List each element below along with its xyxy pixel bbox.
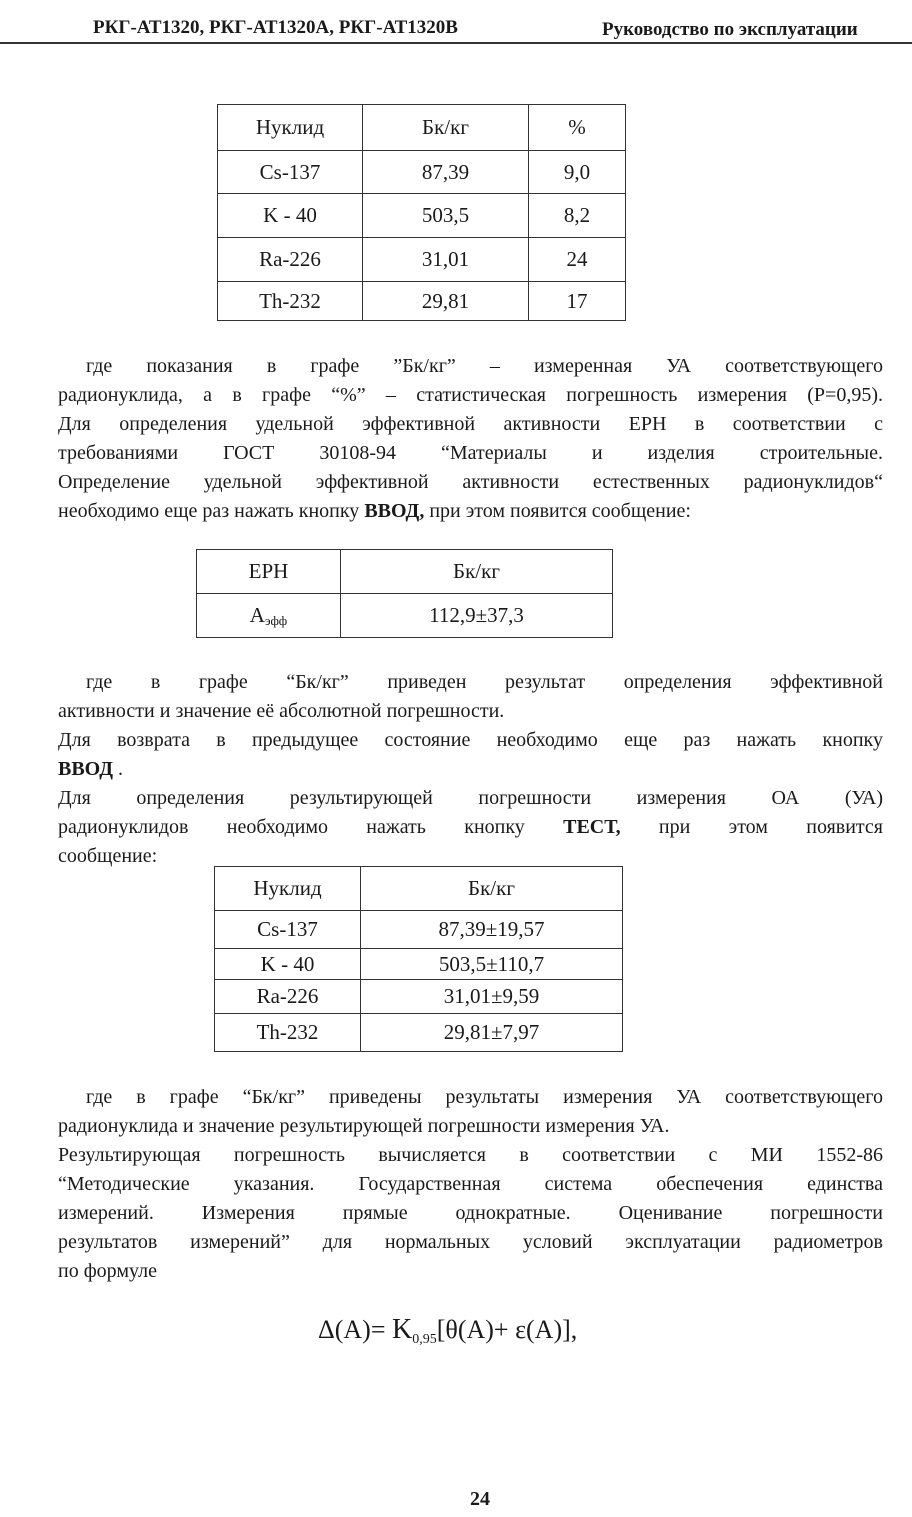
text-line: радионуклида и значение результирующей погрешности измерения УА. — [58, 1115, 670, 1137]
text-line: сообщение: — [58, 845, 158, 867]
text-line: измерений. Измерения прямые однократные. Оценивание погрешности — [58, 1202, 883, 1224]
text-line: Определение удельной эффективной активности естественных радионуклидов“ — [58, 471, 883, 493]
text-line: Для возврата в предыдущее состояние необходимо еще раз нажать кнопку — [58, 729, 883, 751]
activity-cell: 29,81±7,97 — [361, 1014, 623, 1052]
column-header: ЕРН — [197, 550, 341, 594]
column-header: Бк/кг — [363, 105, 529, 151]
text-line: где в графе “Бк/кг” приведены результаты измерения УА соответствующего — [86, 1086, 883, 1108]
nuclide-cell: Cs-137 — [218, 151, 363, 194]
effective-activity-table — [196, 549, 613, 638]
error-cell: 9,0 — [529, 151, 626, 194]
table-row — [218, 238, 626, 282]
effective-activity-value: 112,9±37,3 — [341, 594, 613, 638]
nuclide-cell: Th-232 — [215, 1014, 361, 1052]
error-cell: 8,2 — [529, 194, 626, 238]
text-line: “Методические указания. Государственная система обеспечения единства — [58, 1173, 883, 1195]
enter-key-name: ВВОД, — [364, 500, 425, 522]
paragraph-uncertainty-explanation — [58, 352, 883, 526]
nuclide-activity-table — [217, 104, 626, 321]
text-line: результатов измерений” для нормальных условий эксплуатации радиометров — [58, 1231, 883, 1253]
nuclide-cell: Ra-226 — [218, 238, 363, 282]
text-line: необходимо еще раз нажать кнопку ВВОД, при этом появится сообщение: — [58, 500, 691, 522]
table-row — [218, 282, 626, 321]
table-row — [215, 980, 623, 1014]
header-rule — [0, 42, 912, 44]
effective-activity-label: $А_{эфф}$ — [197, 594, 341, 638]
text-line: радионуклидов необходимо нажать кнопку ТЕСТ, при этом появится — [58, 816, 883, 838]
nuclide-cell: K - 40 — [215, 949, 361, 980]
test-key-name: ТЕСТ, — [563, 816, 621, 838]
text-line: требованиями ГОСТ 30108-94 “Материалы и изделия строительные. — [58, 442, 883, 464]
activity-cell: 29,81 — [363, 282, 529, 321]
table-row — [218, 151, 626, 194]
text-line: активности и значение её абсолютной погрешности. — [58, 700, 505, 722]
header-device-models: РКГ-АТ1320, РКГ-АТ1320А, РКГ-АТ1320В — [93, 17, 458, 38]
activity-cell: 31,01±9,59 — [361, 980, 623, 1014]
column-header: Бк/кг — [341, 550, 613, 594]
table-header-row — [218, 105, 626, 151]
text-line: где показания в графе ”Бк/кг” – измеренная УА соответствующего — [86, 355, 883, 377]
activity-cell: 87,39±19,57 — [361, 911, 623, 949]
table-header-row — [197, 550, 613, 594]
activity-cell: 503,5±110,7 — [361, 949, 623, 980]
nuclide-cell: K - 40 — [218, 194, 363, 238]
activity-cell: 503,5 — [363, 194, 529, 238]
table-row — [215, 949, 623, 980]
text-line: Для определения удельной эффективной активности ЕРН в соответствии с — [58, 413, 883, 435]
text-line: Результирующая погрешность вычисляется в соответствии с МИ 1552-86 — [58, 1144, 883, 1166]
text-line: где в графе “Бк/кг” приведен результат определения эффективной — [86, 671, 883, 693]
table-row — [197, 594, 613, 638]
column-header: Бк/кг — [361, 867, 623, 911]
text-line: радионуклида, а в графе “%” – статистическая погрешность измерения (Р=0,95). — [58, 384, 883, 406]
nuclide-cell: Ra-226 — [215, 980, 361, 1014]
text-line: ВВОД . — [58, 758, 123, 780]
paragraph-result-uncertainty — [58, 1083, 883, 1286]
activity-cell: 31,01 — [363, 238, 529, 282]
nuclide-cell: Cs-137 — [215, 911, 361, 949]
table-row — [218, 194, 626, 238]
error-cell: 17 — [529, 282, 626, 321]
nuclide-cell: Th-232 — [218, 282, 363, 321]
table-row — [215, 1014, 623, 1052]
paragraph-effective-activity — [58, 668, 883, 871]
column-header: Нуклид — [215, 867, 361, 911]
enter-key-name: ВВОД — [58, 758, 113, 780]
page-number: 24 — [470, 1488, 490, 1510]
table-header-row — [215, 867, 623, 911]
uncertainty-formula: Δ(A)= K0,95[θ(A)+ ε(A)], — [318, 1314, 578, 1347]
table-row — [215, 911, 623, 949]
text-line: по формуле — [58, 1260, 157, 1282]
activity-cell: 87,39 — [363, 151, 529, 194]
header-document-title: Руководство по эксплуатации — [602, 19, 858, 40]
page-header — [0, 0, 912, 44]
column-header: % — [529, 105, 626, 151]
column-header: Нуклид — [218, 105, 363, 151]
error-cell: 24 — [529, 238, 626, 282]
result-uncertainty-table — [214, 866, 623, 1052]
text-line: Для определения результирующей погрешности измерения ОА (УА) — [58, 787, 883, 809]
